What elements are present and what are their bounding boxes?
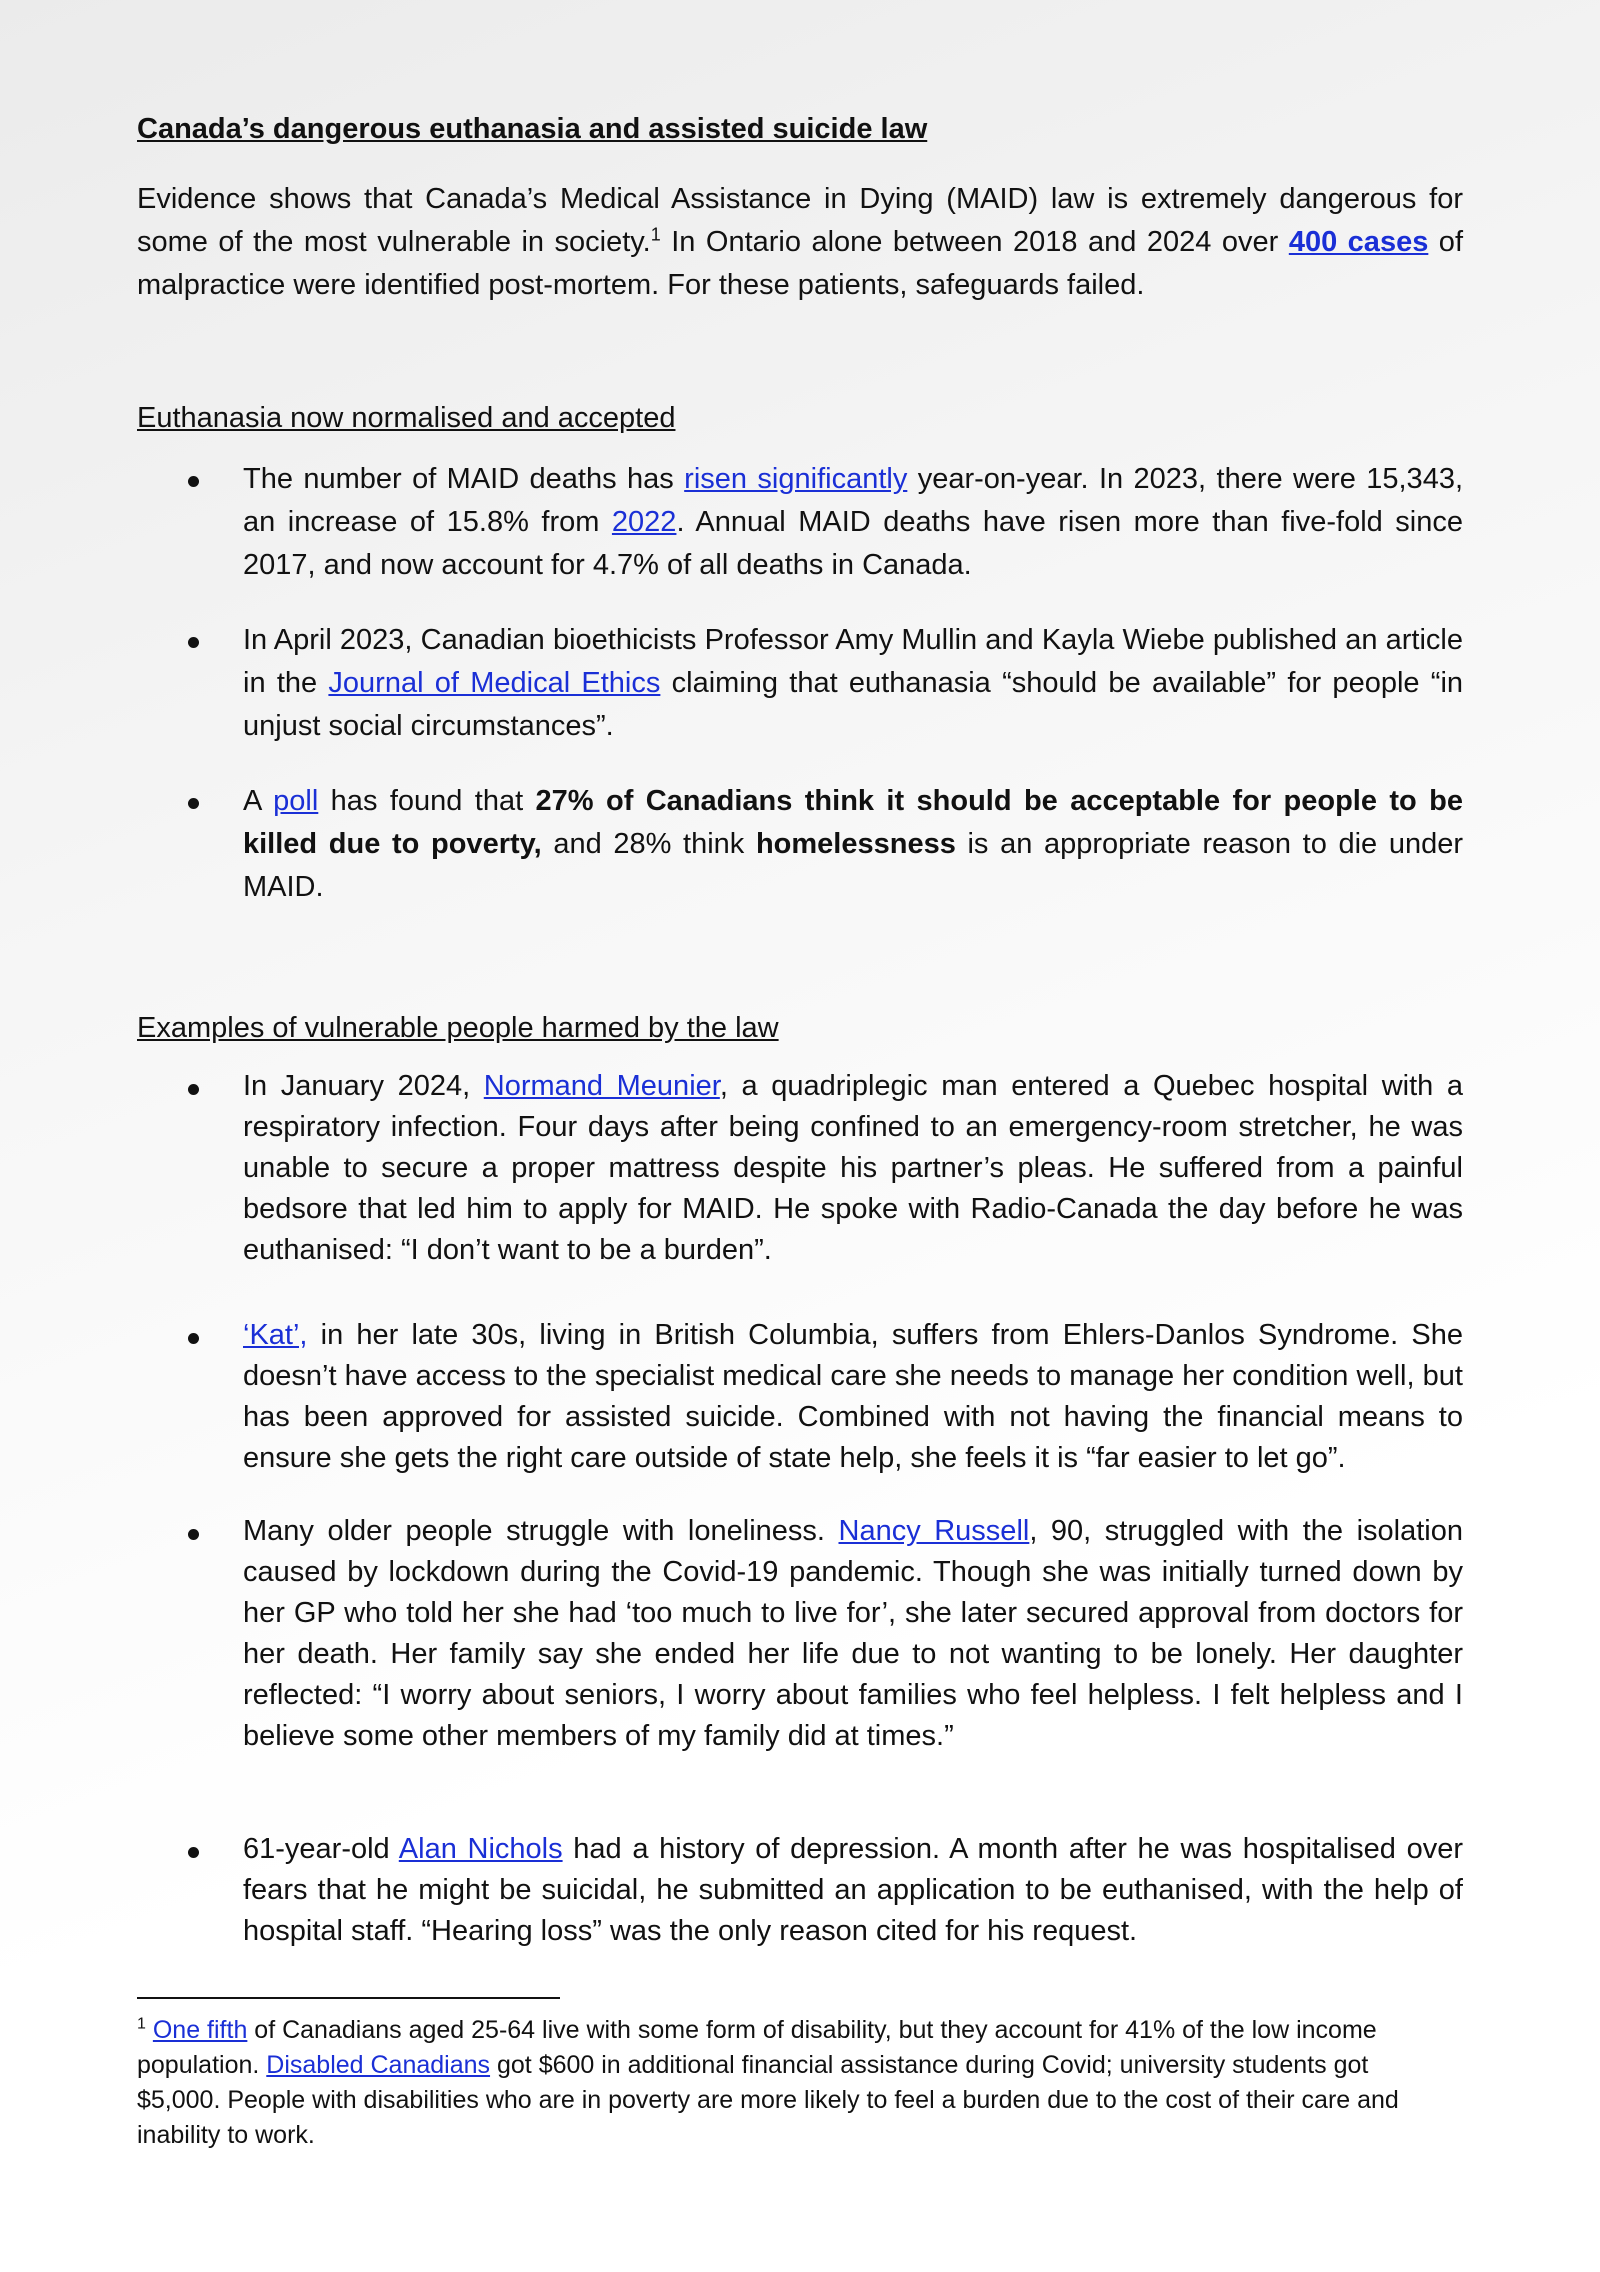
- footnote-text: got $600 in additional financial assistance during Covid; university students got $5,000. People with disabilities who are in poverty are more likely to feel a burden due to the cost of their care and inability to work.: [137, 2051, 1399, 2149]
- link-alan-nichols[interactable]: Alan Nichols: [398, 1833, 563, 1865]
- footnotes: [137, 2013, 1437, 2153]
- list-item: [137, 1511, 1463, 1757]
- section-heading-normalised: Euthanasia now normalised and accepted: [137, 402, 676, 434]
- link-400-cases[interactable]: 400 cases: [1288, 226, 1429, 258]
- footnote-text: of Canadians aged 25-64 live with some form of disability, but they account for 41% of the low income population.: [137, 2016, 1377, 2079]
- link-normand-meunier[interactable]: Normand Meunier: [483, 1070, 720, 1102]
- page-title: Canada’s dangerous euthanasia and assisted suicide law: [137, 113, 928, 145]
- list-item: [137, 1315, 1463, 1479]
- link-one-fifth[interactable]: One fifth: [152, 2016, 248, 2044]
- link-poll[interactable]: poll: [273, 785, 319, 817]
- bullet-icon: [188, 1529, 199, 1540]
- bullet-text: in her late 30s, living in British Columbia, suffers from Ehlers-Danlos Syndrome. She doesn’t have access to the specialist medical care she needs to manage her condition well, but has been approved for assisted suicide. Combined with not having the financial means to ensure she gets the right care outside of state help, she feels it is “far easier to let go”.: [243, 1319, 1463, 1474]
- normalised-list: [137, 458, 1463, 909]
- list-item: [137, 619, 1463, 748]
- link-journal-of-medical-ethics[interactable]: Journal of Medical Ethics: [328, 667, 661, 699]
- bullet-icon: [188, 1333, 199, 1344]
- bullet-text: is an appropriate reason to die under MAID.: [243, 828, 1464, 903]
- section-heading-examples: Examples of vulnerable people harmed by the law: [137, 1012, 779, 1044]
- list-item: [137, 1829, 1463, 1952]
- bold-statistic: 27% of Canadians think it should be acceptable for people to be killed due to poverty,: [243, 785, 1463, 860]
- list-item: [137, 458, 1463, 587]
- bullet-text: 61-year-old: [243, 1833, 399, 1865]
- list-item: [137, 780, 1463, 909]
- link-kat[interactable]: ‘Kat’,: [243, 1319, 308, 1351]
- link-2022[interactable]: 2022: [611, 506, 677, 538]
- bullet-text: . Annual MAID deaths have risen more than five-fold since 2017, and now account for 4.7% of all deaths in Canada.: [243, 506, 1463, 581]
- footnote-reference[interactable]: 1: [650, 224, 661, 245]
- bullet-text: , 90, struggled with the isolation caused by lockdown during the Covid-19 pandemic. Though she was initially turned down by her GP who told her she had ‘too much to live for’, she later secured approval from doctors for her death. Her family say she ended her life due to not wanting to be lonely. Her daughter reflected: “I worry about seniors, I worry about families who feel helpless. I felt helpless and I believe some other members of my family did at times.”: [243, 1515, 1463, 1752]
- bullet-text: had a history of depression. A month after he was hospitalised over fears that he might be suicidal, he submitted an application to be euthanised, with the help of hospital staff. “Hearing loss” was the only reason cited for his request.: [243, 1833, 1463, 1947]
- bullet-text: A: [243, 785, 274, 817]
- footnote-divider: [137, 1997, 560, 1999]
- bullet-icon: [188, 798, 199, 809]
- bullet-text: has found that: [318, 785, 536, 817]
- intro-text-1: Evidence shows that Canada’s Medical Assistance in Dying (MAID) law is extremely dangerous for some of the most vulnerable in society.: [137, 183, 1463, 258]
- intro-text-3: of malpractice were identified post-mortem. For these patients, safeguards failed.: [137, 226, 1463, 301]
- bullet-icon: [188, 476, 199, 487]
- intro-paragraph: [137, 178, 1463, 307]
- bullet-icon: [188, 1847, 199, 1858]
- footnote-number: 1: [137, 2015, 146, 2033]
- bullet-text: Many older people struggle with loneliness.: [243, 1515, 839, 1547]
- link-nancy-russell[interactable]: Nancy Russell: [838, 1515, 1030, 1547]
- bullet-text: and 28% think: [541, 828, 756, 860]
- bullet-text: In April 2023, Canadian bioethicists Professor Amy Mullin and Kayla Wiebe published an article in the: [243, 624, 1463, 699]
- bullet-text: The number of MAID deaths has: [243, 463, 685, 495]
- bullet-icon: [188, 1084, 199, 1095]
- list-item: [137, 1066, 1463, 1271]
- bullet-icon: [188, 637, 199, 648]
- document-body: [137, 100, 1463, 1952]
- bullet-text: year-on-year. In 2023, there were 15,343, an increase of 15.8% from: [243, 463, 1464, 538]
- examples-list: [137, 1066, 1463, 1952]
- intro-text-2: In Ontario alone between 2018 and 2024 over: [660, 226, 1289, 258]
- bold-homelessness: homelessness: [755, 828, 956, 860]
- bullet-text: claiming that euthanasia “should be available” for people “in unjust social circumstances”.: [243, 667, 1464, 742]
- bullet-text: , a quadriplegic man entered a Quebec hospital with a respiratory infection. Four days after being confined to an emergency-room stretcher, he was unable to secure a proper mattress despite his partner’s pleas. He suffered from a painful bedsore that led him to apply for MAID. He spoke with Radio-Canada the day before he was euthanised: “I don’t want to be a burden”.: [243, 1070, 1464, 1266]
- link-risen-significantly[interactable]: risen significantly: [684, 463, 908, 495]
- bullet-text: In January 2024,: [243, 1070, 484, 1102]
- link-disabled-canadians[interactable]: Disabled Canadians: [266, 2051, 491, 2079]
- footnote-1: [137, 2013, 1437, 2153]
